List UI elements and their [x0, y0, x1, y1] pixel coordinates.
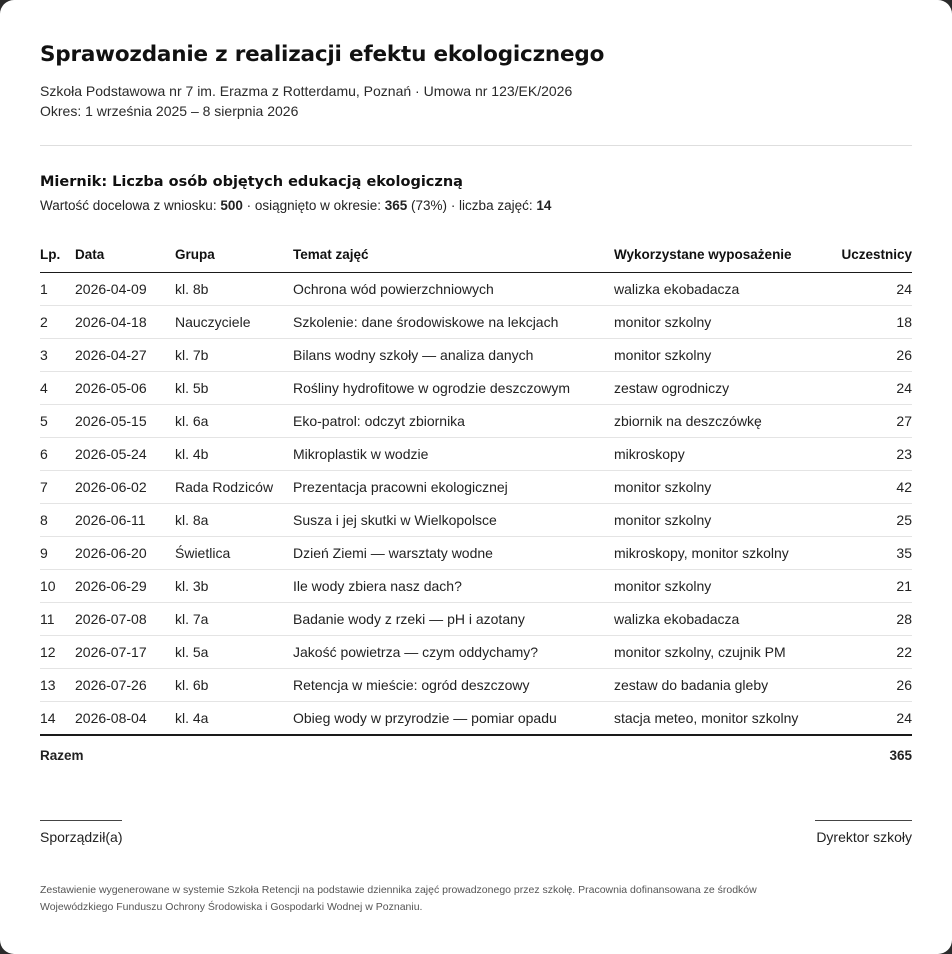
cell-topic: Prezentacja pracowni ekologicznej — [293, 471, 614, 504]
col-header-group: Grupa — [175, 247, 293, 273]
cell-equipment: monitor szkolny, czujnik PM — [614, 636, 824, 669]
cell-participants: 26 — [824, 669, 912, 702]
target-label: Wartość docelowa z wniosku: — [40, 198, 217, 213]
cell-lp: 5 — [40, 405, 75, 438]
table-row — [40, 339, 912, 372]
cell-participants: 21 — [824, 570, 912, 603]
cell-topic: Dzień Ziemi — warsztaty wodne — [293, 537, 614, 570]
cell-date: 2026-05-15 — [75, 405, 175, 438]
school-contract-line: Szkoła Podstawowa nr 7 im. Erazma z Rotterdamu, Poznań · Umowa nr 123/EK/2026 — [40, 83, 573, 99]
table-row — [40, 306, 912, 339]
cell-group: Nauczyciele — [175, 306, 293, 339]
cell-participants: 24 — [824, 372, 912, 405]
cell-group: kl. 3b — [175, 570, 293, 603]
signature-prepared-label: Sporządził(a) — [40, 829, 123, 845]
table-row — [40, 372, 912, 405]
period-line: Okres: 1 września 2025 – 8 sierpnia 2026 — [40, 103, 299, 119]
cell-topic: Rośliny hydrofitowe w ogrodzie deszczowym — [293, 372, 614, 405]
footer-line-1: Zestawienie wygenerowane w systemie Szkoła Retencji na podstawie dziennika zajęć prowadzonego przez szkołę. Pracownia dofinansowana ze środków — [40, 884, 757, 896]
cell-date: 2026-06-20 — [75, 537, 175, 570]
cell-lp: 3 — [40, 339, 75, 372]
cell-lp: 9 — [40, 537, 75, 570]
header-divider — [40, 145, 912, 146]
cell-equipment: zestaw do badania gleby — [614, 669, 824, 702]
cell-lp: 13 — [40, 669, 75, 702]
cell-topic: Ochrona wód powierzchniowych — [293, 273, 614, 306]
target-value: 500 — [220, 198, 243, 213]
cell-topic: Obieg wody w przyrodzie — pomiar opadu — [293, 702, 614, 736]
cell-lp: 6 — [40, 438, 75, 471]
report-title: Sprawozdanie z realizacji efektu ekologicznego — [40, 42, 605, 67]
cell-lp: 1 — [40, 273, 75, 306]
cell-date: 2026-04-18 — [75, 306, 175, 339]
table-row — [40, 669, 912, 702]
cell-group: kl. 4a — [175, 702, 293, 736]
achieved-label: · osiągnięto w okresie: — [246, 198, 381, 213]
cell-topic: Ile wody zbiera nasz dach? — [293, 570, 614, 603]
lessons-label: · liczba zajęć: — [450, 198, 533, 213]
cell-equipment: monitor szkolny — [614, 504, 824, 537]
cell-group: Rada Rodziców — [175, 471, 293, 504]
cell-participants: 28 — [824, 603, 912, 636]
cell-lp: 10 — [40, 570, 75, 603]
table-row — [40, 438, 912, 471]
cell-group: kl. 8b — [175, 273, 293, 306]
cell-date: 2026-06-11 — [75, 504, 175, 537]
table-row — [40, 702, 912, 736]
cell-lp: 11 — [40, 603, 75, 636]
signature-line — [40, 820, 122, 821]
table-row — [40, 570, 912, 603]
lessons-table — [40, 247, 912, 774]
metric-summary — [40, 198, 912, 213]
cell-equipment: monitor szkolny — [614, 306, 824, 339]
cell-participants: 42 — [824, 471, 912, 504]
total-value: 365 — [889, 747, 912, 763]
cell-equipment: zbiornik na deszczówkę — [614, 405, 824, 438]
cell-group: kl. 6b — [175, 669, 293, 702]
cell-participants: 22 — [824, 636, 912, 669]
cell-lp: 12 — [40, 636, 75, 669]
table-row — [40, 405, 912, 438]
total-label: Razem — [40, 747, 84, 763]
signature-director-label: Dyrektor szkoły — [816, 829, 912, 845]
cell-lp: 7 — [40, 471, 75, 504]
table-row — [40, 603, 912, 636]
cell-equipment: zestaw ogrodniczy — [614, 372, 824, 405]
cell-topic: Retencja w mieście: ogród deszczowy — [293, 669, 614, 702]
cell-equipment: monitor szkolny — [614, 570, 824, 603]
cell-participants: 25 — [824, 504, 912, 537]
cell-date: 2026-05-06 — [75, 372, 175, 405]
report-subtitle — [40, 81, 912, 121]
cell-equipment: mikroskopy, monitor szkolny — [614, 537, 824, 570]
table-row — [40, 273, 912, 306]
cell-lp: 4 — [40, 372, 75, 405]
cell-topic: Jakość powietrza — czym oddychamy? — [293, 636, 614, 669]
table-row — [40, 636, 912, 669]
cell-group: kl. 8a — [175, 504, 293, 537]
table-row — [40, 504, 912, 537]
cell-date: 2026-07-08 — [75, 603, 175, 636]
cell-equipment: stacja meteo, monitor szkolny — [614, 702, 824, 736]
cell-lp: 14 — [40, 702, 75, 736]
cell-lp: 2 — [40, 306, 75, 339]
signature-line — [815, 820, 912, 821]
cell-participants: 24 — [824, 273, 912, 306]
cell-participants: 27 — [824, 405, 912, 438]
cell-topic: Badanie wody z rzeki — pH i azotany — [293, 603, 614, 636]
cell-equipment: monitor szkolny — [614, 339, 824, 372]
cell-group: kl. 7a — [175, 603, 293, 636]
cell-date: 2026-06-02 — [75, 471, 175, 504]
table-body — [40, 273, 912, 736]
col-header-date: Data — [75, 247, 175, 273]
cell-group: kl. 5b — [175, 372, 293, 405]
cell-equipment: walizka ekobadacza — [614, 273, 824, 306]
col-header-topic: Temat zajęć — [293, 247, 614, 273]
footer-note — [40, 882, 890, 916]
cell-group: kl. 4b — [175, 438, 293, 471]
cell-group: kl. 6a — [175, 405, 293, 438]
metric-title: Miernik: Liczba osób objętych edukacją ekologiczną — [40, 174, 463, 190]
cell-participants: 35 — [824, 537, 912, 570]
cell-group: kl. 7b — [175, 339, 293, 372]
footer-line-2: Wojewódzkiego Funduszu Ochrony Środowiska i Gospodarki Wodnej w Poznaniu. — [40, 901, 423, 913]
cell-date: 2026-07-26 — [75, 669, 175, 702]
cell-date: 2026-04-27 — [75, 339, 175, 372]
cell-topic: Szkolenie: dane środowiskowe na lekcjach — [293, 306, 614, 339]
cell-equipment: walizka ekobadacza — [614, 603, 824, 636]
cell-date: 2026-08-04 — [75, 702, 175, 736]
cell-group: Świetlica — [175, 537, 293, 570]
cell-date: 2026-04-09 — [75, 273, 175, 306]
table-row — [40, 471, 912, 504]
cell-topic: Eko-patrol: odczyt zbiornika — [293, 405, 614, 438]
cell-group: kl. 5a — [175, 636, 293, 669]
cell-equipment: monitor szkolny — [614, 471, 824, 504]
cell-topic: Bilans wodny szkoły — analiza danych — [293, 339, 614, 372]
col-header-lp: Lp. — [40, 247, 75, 273]
col-header-equipment: Wykorzystane wyposażenie — [614, 247, 824, 273]
signature-prepared-by — [40, 820, 122, 845]
cell-participants: 24 — [824, 702, 912, 736]
achieved-percent: (73%) — [411, 198, 448, 213]
cell-date: 2026-06-29 — [75, 570, 175, 603]
cell-participants: 26 — [824, 339, 912, 372]
signature-director — [815, 820, 912, 845]
col-header-participants: Uczestnicy — [824, 247, 912, 273]
cell-participants: 23 — [824, 438, 912, 471]
lessons-value: 14 — [536, 198, 552, 213]
signature-row — [40, 820, 912, 860]
cell-date: 2026-05-24 — [75, 438, 175, 471]
table-row — [40, 537, 912, 570]
table-header-row — [40, 247, 912, 273]
achieved-value: 365 — [384, 198, 408, 213]
cell-topic: Susza i jej skutki w Wielkopolsce — [293, 504, 614, 537]
table-total-row — [40, 735, 912, 774]
cell-date: 2026-07-17 — [75, 636, 175, 669]
cell-topic: Mikroplastik w wodzie — [293, 438, 614, 471]
cell-equipment: mikroskopy — [614, 438, 824, 471]
cell-participants: 18 — [824, 306, 912, 339]
cell-lp: 8 — [40, 504, 75, 537]
